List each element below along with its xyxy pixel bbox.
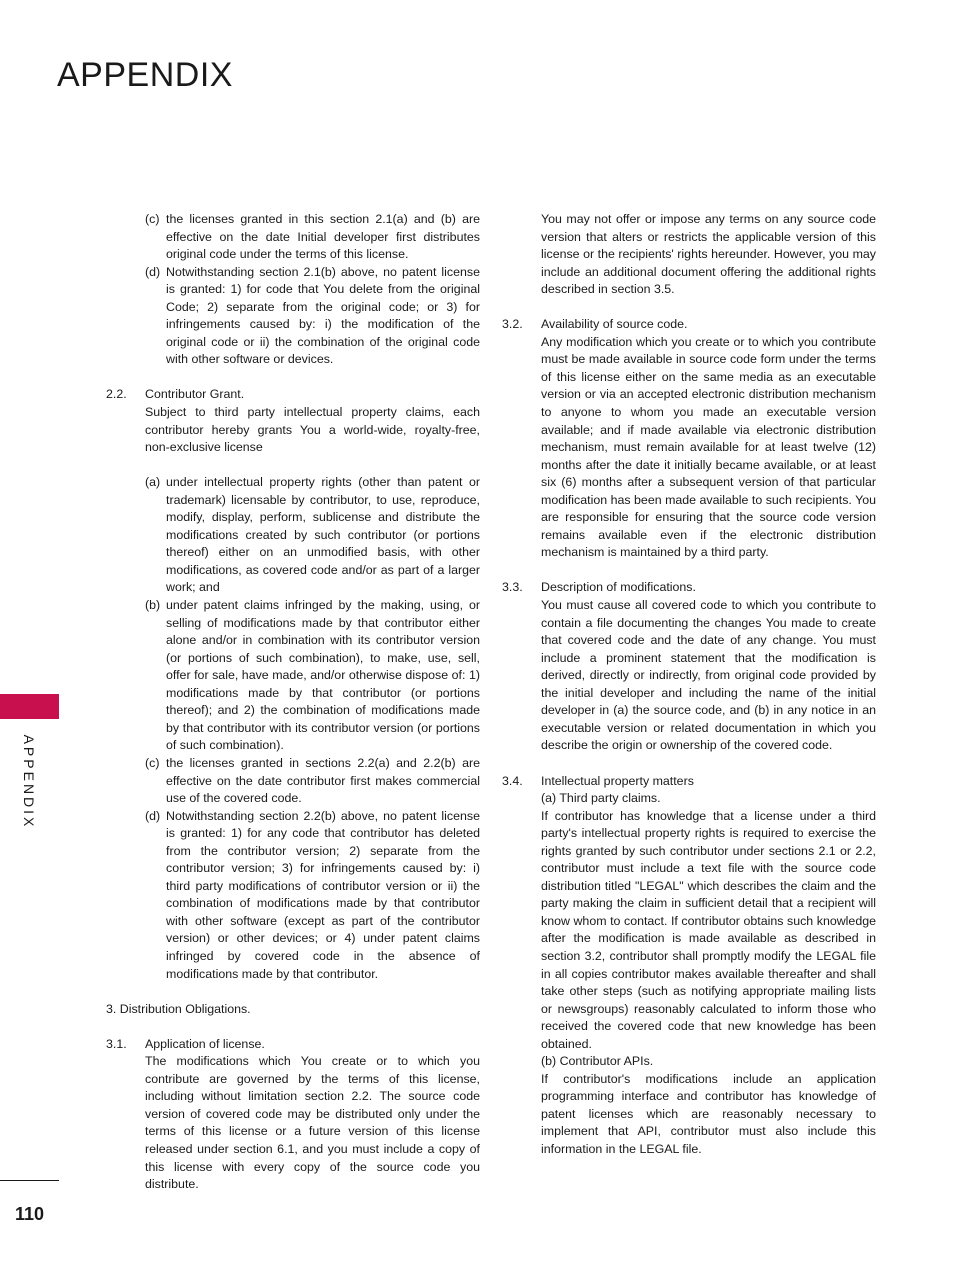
section-heading [502,579,876,597]
paragraph: If contributor's modifications include an application programming interface and contributor has knowledge of patent licenses which are reasonably necessary to implement that API, contributor must also include this information in the LEGAL file. [541,1071,876,1156]
paragraph: Any modification which you create or to which you contribute must be made available in source code form under the terms of this license either on the same media as an executable version or via an accepted electronic distribution mechanism to anyone to whom you made an executable version available; and if made available via electronic distribution mechanism, must remain available for at least twelve (12) months after the date it initially became available, or at least six (6) months after a subsequent version of that particular modification has been made available to such recipients. You are responsible for ensuring that the source code version remains available even if the electronic distribution mechanism is maintained by a third party. [541,334,876,560]
item-text: under patent claims infringed by the making, using, or selling of modifications made by that contributor either alone and/or in combination with its contributor version (or portions of such combination), to make, use, sell, offer for sale, have made, and/or otherwise dispose of: 1) modifications made by that contributor (or portions thereof); and 2) the combination of modifications made by that contributor with its contributor version (or portions of such combination). [166,598,480,753]
item-text: under intellectual property rights (other than patent or trademark) licensable by contributor, to use, reproduce, modify, display, perform, sublicense and distribute the modifications created by such contributor (or portions thereof) either on an unmodified basis, with other modifications, as covered code and/or as part of a larger work; and [166,475,480,595]
section-number: 2.2. [106,387,127,402]
section-title: Intellectual property matters [541,773,694,788]
paragraph: You may not offer or impose any terms on any source code version that alters or restricts the applicable version of this license or the recipients' rights hereunder. However, you may include an additional document offering the additional rights described in section 3.5. [541,212,876,297]
item-text: Notwithstanding section 2.2(b) above, no patent license is granted: 1) for any code that contributor has deleted from the contributor version; 2) separate from the contributor version; 3) for infringements caused by: i) third party modifications of contributor version or ii) the combination of modifications made by that contributor with other software (except as part of the contributor version) or other devices; or 4) under patent claims infringed by covered code in the absence of modifications made by that contributor. [166,808,480,981]
section-number: 3.3. [502,580,523,595]
page-title: APPENDIX [57,56,233,94]
subsection-title: (a) Third party claims. [541,791,661,806]
list-item [106,211,480,264]
footer-rule [0,1180,59,1181]
list-item [106,597,480,755]
item-label: (d) [145,264,161,279]
section-heading [106,386,480,404]
section-title: Application of license. [145,1036,265,1051]
right-column [502,211,876,1159]
section-heading [502,316,876,334]
page-number: 110 [15,1204,45,1224]
subsection-title: (b) Contributor APIs. [541,1054,654,1069]
item-label: (c) [145,212,160,226]
paragraph: Subject to third party intellectual property claims, each contributor hereby grants You a world-wide, royalty-free, non-exclusive license [145,405,480,455]
list-item [106,755,480,808]
sidebar-accent-tab [0,694,59,719]
section-title: Contributor Grant. [145,387,245,402]
item-text: the licenses granted in this section 2.1(a) and (b) are effective on the date Initial developer first distributes original code under the terms of this license. [166,212,480,262]
section-heading [502,773,876,791]
left-column [106,211,480,1194]
section-number: 3.2. [502,317,523,332]
sidebar-section-label: APPENDIX [21,734,37,830]
item-text: Notwithstanding section 2.1(b) above, no patent license is granted: 1) for code that You delete from the original Code; 2) separate from the original code; or 3) for infringements caused by: i) the modification of the original code or ii) the combination of the original code with other software or devices. [166,264,480,367]
item-text: the licenses granted in sections 2.2(a) and 2.2(b) are effective on the date contributor first makes commercial use of the covered code. [166,755,480,806]
section-title: Description of modifications. [541,580,696,595]
paragraph: The modifications which You create or to which you contribute are governed by the terms of this license, including without limitation section 2.2. The source code version of covered code may be distributed only under the terms of this license or a future version of this license released under section 6.1, and you must include a copy of this license with every copy of the source code you distribute. [145,1054,480,1192]
item-label: (b) [145,598,161,613]
section-heading [106,1036,480,1054]
item-label: (a) [145,475,161,490]
item-label: (c) [145,755,160,770]
section-title: 3. Distribution Obligations. [106,1001,251,1016]
list-item [106,808,480,983]
section-number: 3.4. [502,773,523,788]
section-title: Availability of source code. [541,317,688,332]
list-item [106,264,480,369]
list-item [106,474,480,597]
paragraph: If contributor has knowledge that a license under a third party's intellectual property rights is required to exercise the rights granted by such contributor under sections 2.1 or 2.2, contributor must include a text file with the source code distribution titled "LEGAL" which describes the claim and the party making the claim in sufficient detail that a recipient will know whom to contact. If contributor obtains such knowledge after the modification is made available as described in section 3.2, contributor shall promptly modify the LEGAL file in all copies contributor makes available thereafter and shall take other steps (such as notifying appropriate mailing lists or newsgroups) reasonably calculated to inform those who received the covered code that new knowledge has been obtained. [541,808,876,1051]
section-number: 3.1. [106,1036,127,1051]
paragraph: You must cause all covered code to which you contribute to contain a file documenting the changes You made to create that covered code and the date of any change. You must include a prominent statement that the modification is derived, directly or indirectly, from original code provided by the initial developer and including the name of the initial developer in (a) the source code, and (b) in any notice in an executable version or related documentation in which you describe the origin or ownership of the covered code. [541,598,876,753]
item-label: (d) [145,808,161,823]
